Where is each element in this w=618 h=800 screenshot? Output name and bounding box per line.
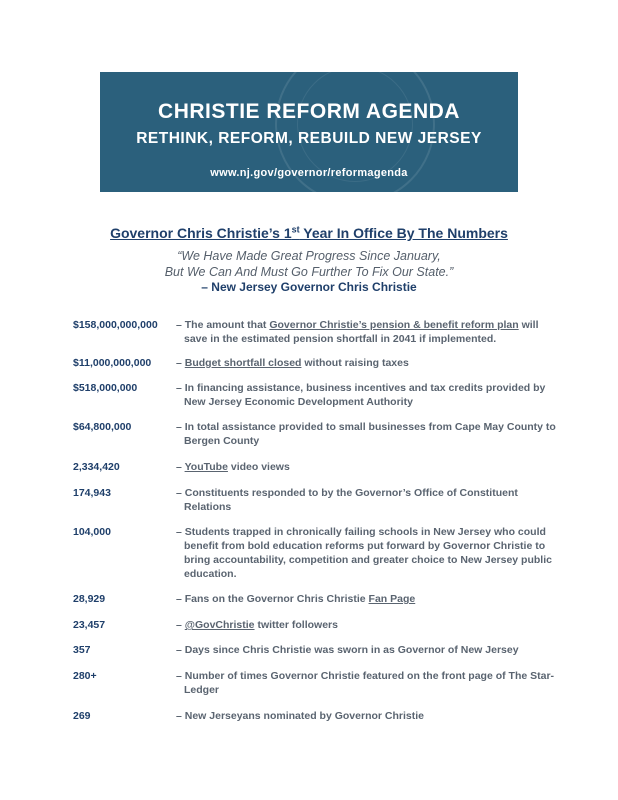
stat-number: 23,457 (73, 619, 106, 631)
stat-text: – Constituents responded to by the Governor’s Office of Constituent Relations (176, 487, 518, 513)
stat-description (176, 709, 556, 723)
state-seal-inner-ring (297, 72, 413, 182)
stat-text: – Days since Chris Christie was sworn in as Governor of New Jersey (176, 644, 519, 656)
stat-text: – The amount that (176, 319, 270, 331)
stat-description (176, 486, 556, 514)
quote-line-2: But We Can And Must Go Further To Fix Our State.” (164, 265, 454, 279)
stat-number: 2,334,420 (73, 461, 120, 473)
stat-text: – In financing assistance, business incentives and tax credits provided by New Jersey Economic Development Authority (176, 382, 546, 408)
stat-number: 357 (73, 644, 91, 656)
reform-agenda-banner (100, 72, 518, 192)
stat-number: $158,000,000,000 (73, 319, 158, 331)
stat-text: twitter followers (254, 619, 338, 631)
quote-line-1: “We Have Made Great Progress Since January, (177, 249, 441, 263)
govchristie-twitter-link[interactable]: @GovChristie (184, 619, 255, 631)
stat-text: – Fans on the Governor Chris Christie (176, 593, 369, 605)
stat-description (176, 643, 556, 657)
stat-number: $64,800,000 (73, 421, 132, 433)
stat-number: 28,929 (73, 593, 106, 605)
youtube-link[interactable]: YouTube (184, 461, 228, 473)
banner-url: www.nj.gov/governor/reformagenda (210, 167, 408, 179)
stat-text: – In total assistance provided to small businesses from Cape May County to Bergen County (176, 421, 556, 447)
stat-number: 104,000 (73, 526, 111, 538)
banner-subtitle: RETHINK, REFORM, REBUILD NEW JERSEY (136, 130, 482, 147)
page-title (0, 220, 618, 242)
stat-number: 280+ (73, 670, 97, 682)
stat-text: – (176, 461, 185, 473)
page-title-superscript: st (291, 224, 300, 234)
page-title-before: Governor Chris Christie’s 1 (110, 224, 292, 241)
budget-shortfall-link[interactable]: Budget shortfall closed (184, 357, 302, 369)
fan-page-link[interactable]: Fan Page (368, 593, 416, 605)
pension-reform-link[interactable]: Governor Christie’s pension & benefit reform plan (269, 319, 519, 331)
stat-description (176, 525, 556, 581)
stat-number: $518,000,000 (73, 382, 138, 394)
stat-text: – Students trapped in chronically failing schools in New Jersey who could benefit from bold education reforms put forward by Governor Christie to bring accountability, competition and greater choice to New Jersey public education. (176, 526, 552, 580)
stat-description (176, 618, 556, 632)
governor-quote (0, 248, 618, 280)
quote-attribution: – New Jersey Governor Chris Christie (201, 280, 417, 294)
stat-description (176, 381, 556, 409)
stat-text: – (176, 619, 185, 631)
stat-text: – (176, 357, 185, 369)
stat-description (176, 318, 556, 346)
stat-text: will save in the estimated pension shortfall in 2041 if implemented. (184, 319, 539, 345)
stat-number: 174,943 (73, 487, 111, 499)
stat-text: – Number of times Governor Christie featured on the front page of The Star-Ledger (176, 670, 555, 696)
stat-description (176, 592, 556, 606)
stat-description (176, 356, 556, 370)
stat-text: without raising taxes (301, 357, 409, 369)
stat-number: $11,000,000,000 (73, 357, 152, 369)
stat-number: 269 (73, 710, 91, 722)
stat-description (176, 460, 556, 474)
stat-description (176, 669, 556, 697)
stat-description (176, 420, 556, 448)
banner-title: CHRISTIE REFORM AGENDA (158, 100, 460, 123)
page-title-after: Year In Office By The Numbers (299, 224, 508, 241)
stat-text: – New Jerseyans nominated by Governor Christie (176, 710, 425, 722)
stat-text: video views (227, 461, 290, 473)
page-title-text (110, 225, 508, 241)
